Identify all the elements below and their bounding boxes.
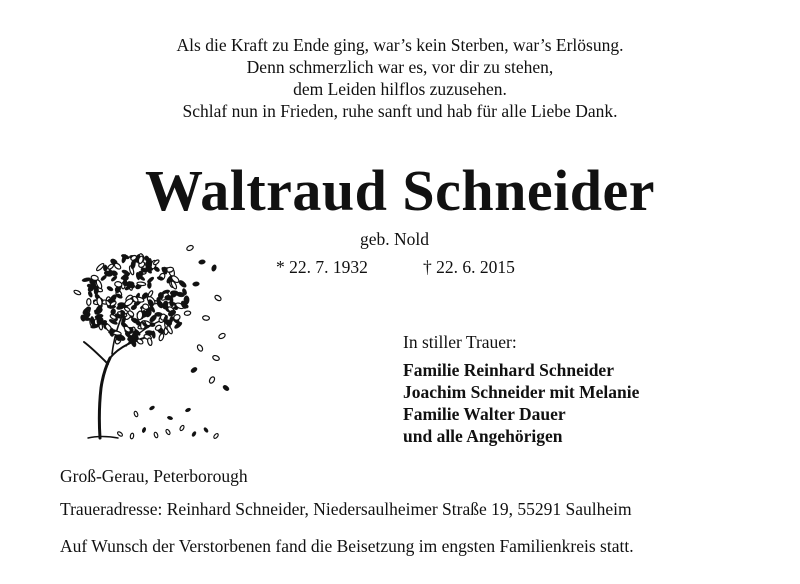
mourner-entry: Familie Walter Dauer <box>403 404 566 424</box>
deceased-name: Waltraud Schneider <box>144 158 656 223</box>
birth-name: geb. Nold <box>360 229 430 249</box>
poem-line: Schlaf nun in Frieden, ruhe sanft und hab für alle Liebe Dank. <box>182 101 618 121</box>
mourner-entry: Joachim Schneider mit Melanie <box>403 382 640 402</box>
mourning-intro: In stiller Trauer: <box>403 332 517 352</box>
poem-line: Denn schmerzlich war es, vor dir zu stehen, <box>246 57 554 77</box>
mourner-entry: Familie Reinhard Schneider <box>403 360 614 380</box>
burial-notice: Auf Wunsch der Verstorbenen fand die Beisetzung im engsten Familienkreis statt. <box>60 536 634 556</box>
poem-line: Als die Kraft zu Ende ging, war’s kein Sterben, war’s Erlösung. <box>176 35 624 55</box>
mourner-entry: und alle Angehörigen <box>403 426 563 446</box>
place: Groß-Gerau, Peterborough <box>60 466 248 486</box>
poem-line: dem Leiden hilflos zuzusehen. <box>293 79 507 99</box>
poem <box>0 34 800 122</box>
tree-with-falling-leaves-icon <box>66 238 232 448</box>
mourning-address: Traueradresse: Reinhard Schneider, Niedersaulheimer Straße 19, 55291 Saulheim <box>60 499 632 519</box>
mourners-list <box>403 359 639 447</box>
birth-date: * 22. 7. 1932 <box>276 257 368 277</box>
death-date: † 22. 6. 2015 <box>423 257 515 277</box>
